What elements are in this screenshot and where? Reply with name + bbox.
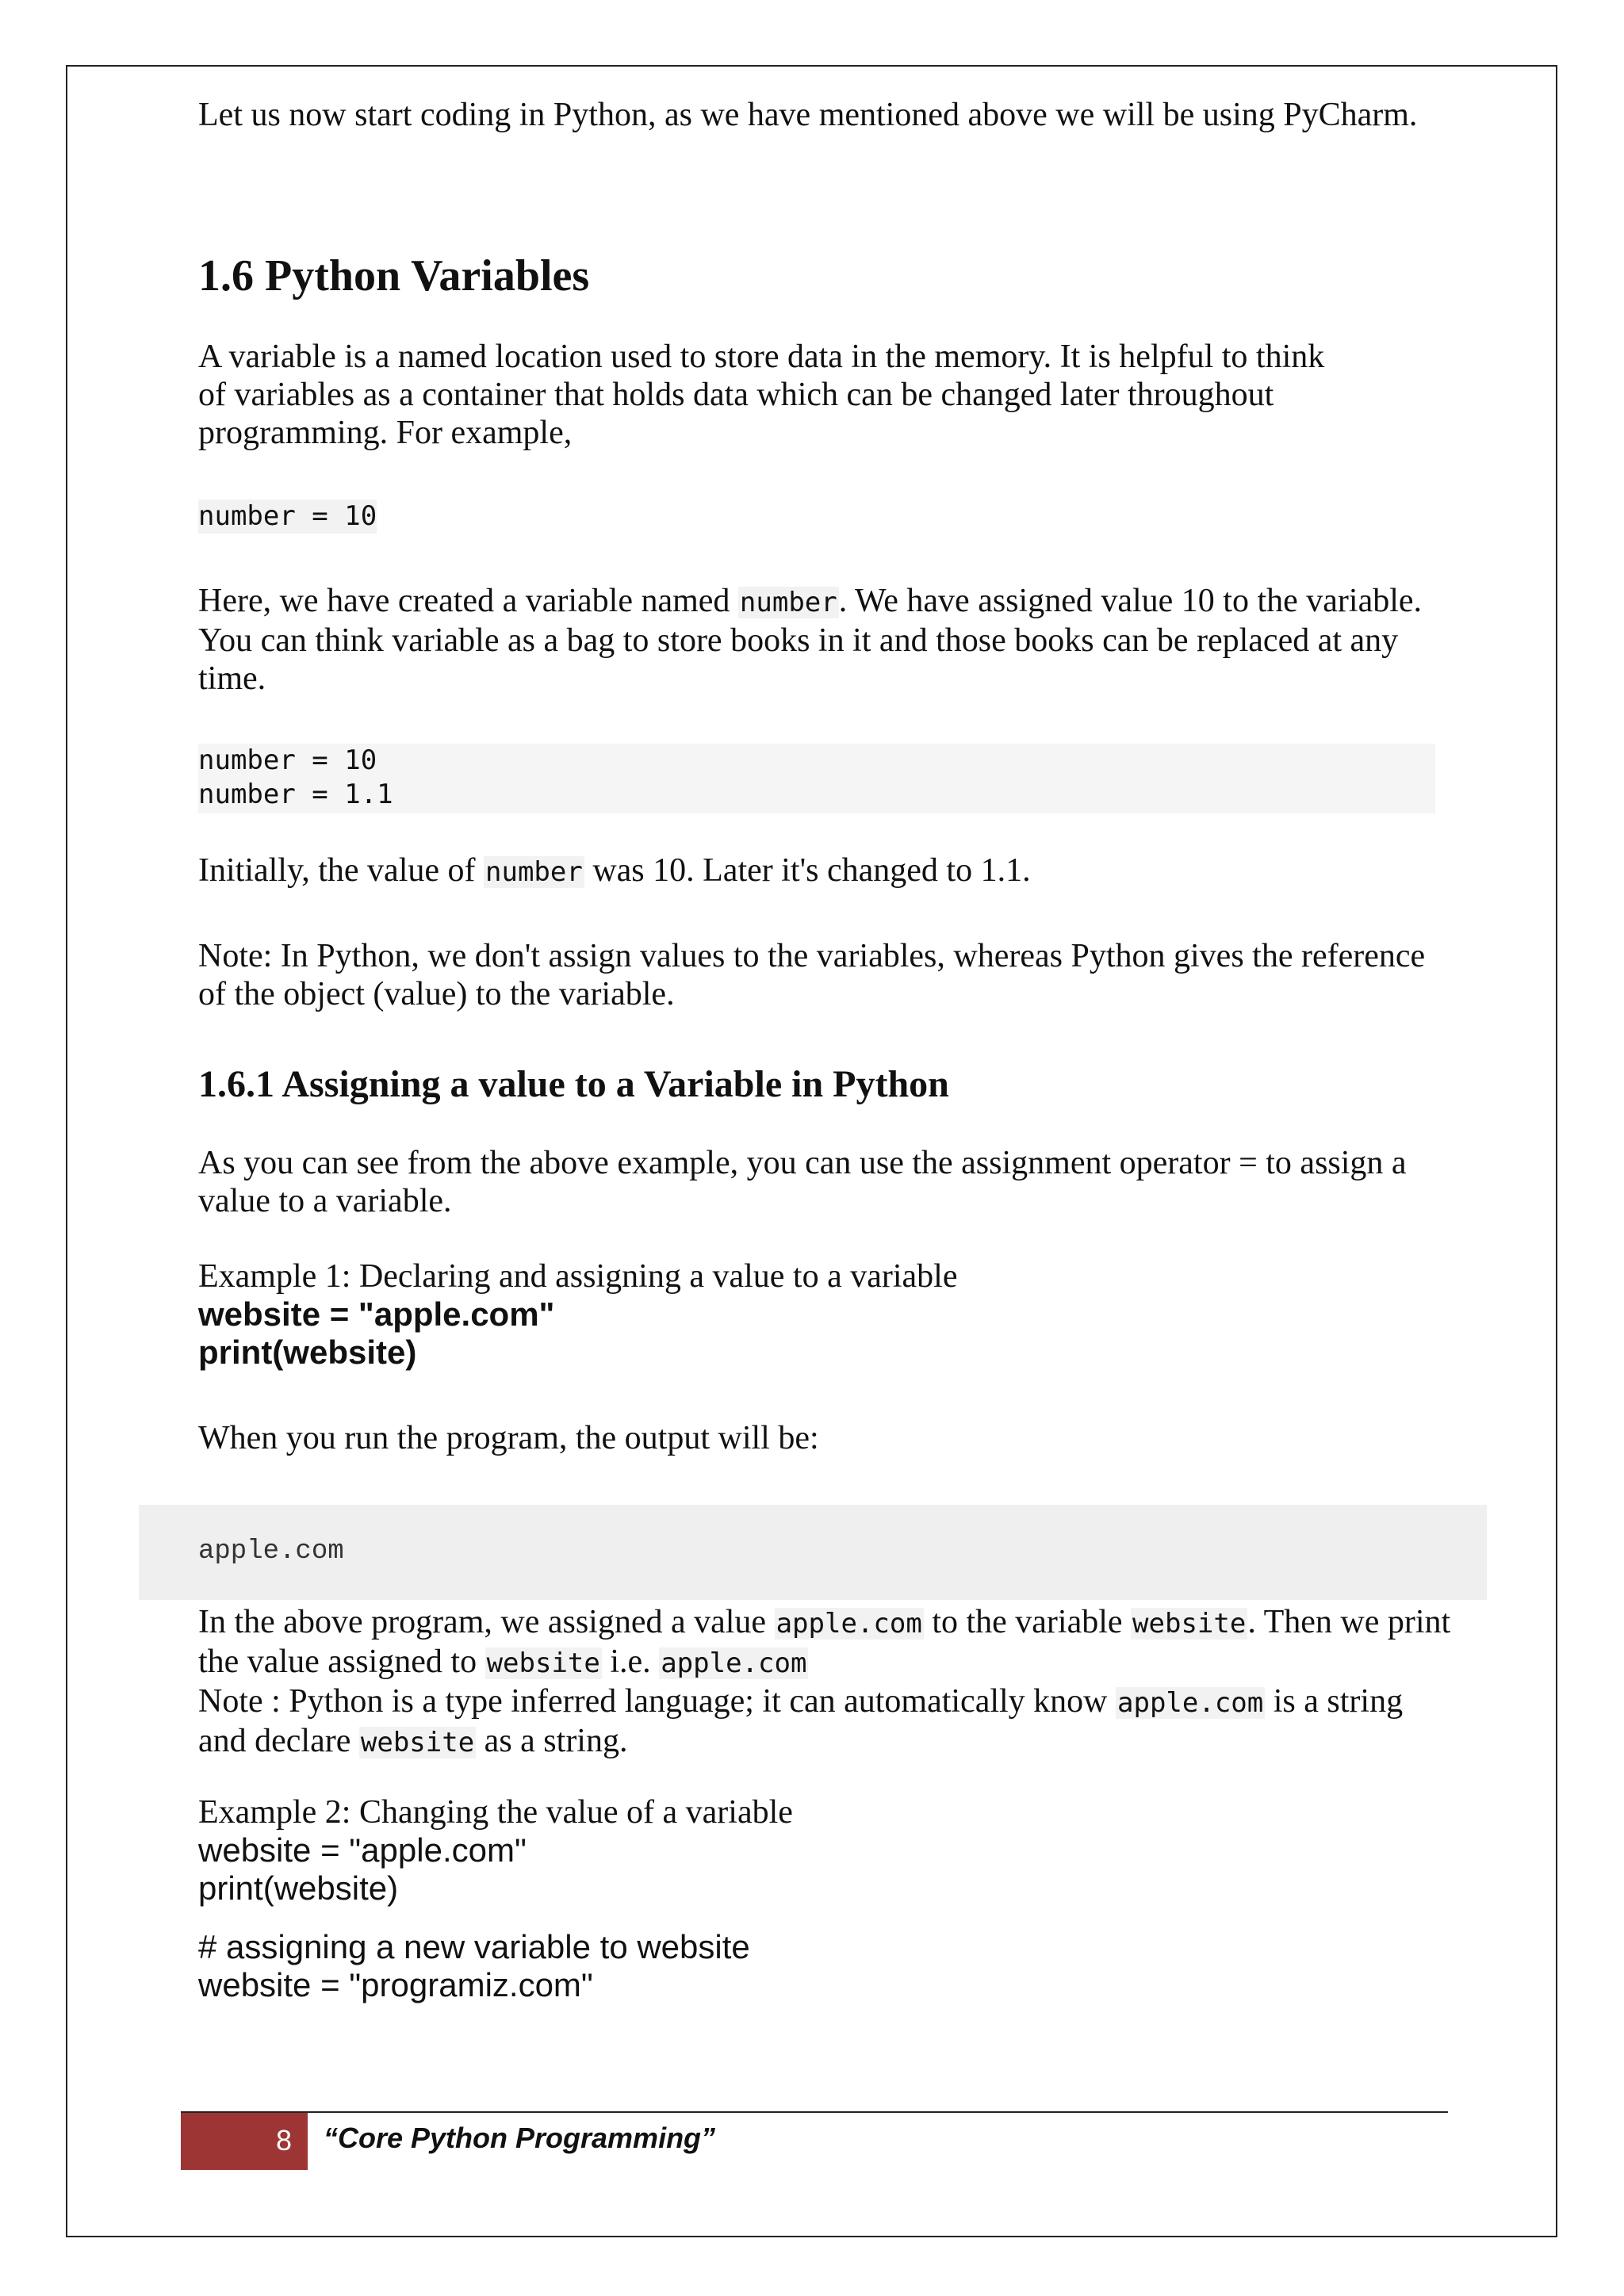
text-line: time. [198,660,266,697]
program-output: apple.com [198,1536,344,1567]
inline-code: apple.com [776,1608,922,1640]
footer-divider [181,2111,1448,2113]
initial-value-paragraph: Initially, the value of number was 10. Later it's changed to 1.1. [198,852,1031,889]
code-line: print(website) [198,1334,417,1371]
text-line: and declare website as a string. [198,1723,628,1759]
inline-code: apple.com [661,1647,807,1679]
text-line: of variables as a container that holds data which can be changed later throughout [198,377,1274,413]
footer-book-title: “Core Python Programming” [324,2122,716,2154]
text-line: You can think variable as a bag to store books in it and those books can be replaced at any [198,622,1399,659]
output-explanation-paragraph [198,1603,1467,1762]
code-comment: # assigning a new variable to website [198,1928,750,1965]
text-line: Note : Python is a type inferred language; it can automatically know apple.com is a string [198,1683,1404,1720]
text-line: Here, we have created a variable named number. We have assigned value 10 to the variable. [198,583,1423,619]
variable-explanation-paragraph [198,582,1467,698]
example-2 [198,1793,793,2004]
text-line: As you can see from the above example, you can use the assignment operator = to assign a [198,1145,1407,1181]
subsection-heading: 1.6.1 Assigning a value to a Variable in Python [198,1063,949,1105]
note-paragraph [198,937,1467,1013]
footer-page-box [181,2113,308,2170]
text-line: of the object (value) to the variable. [198,976,675,1012]
inline-code: number [485,856,583,888]
variables-definition-paragraph [198,338,1324,452]
code-line: website = "apple.com" [198,1295,555,1333]
assignment-paragraph [198,1144,1467,1220]
page-number: 8 [275,2124,292,2156]
section-heading: 1.6 Python Variables [198,251,590,300]
text-line: A variable is a named location used to store data in the memory. It is helpful to think [198,339,1325,375]
inline-code: number [739,587,837,618]
code-line: print(website) [198,1869,399,1907]
code-line: number = 10 [198,500,377,532]
code-line: website = "apple.com" [198,1831,527,1869]
example-title: Example 1: Declaring and assigning a value to a variable [198,1258,958,1295]
code-line: number = 1.1 [198,779,393,810]
text-line: the value assigned to website i.e. apple.com [198,1644,807,1680]
text-line: Note: In Python, we don't assign values to the variables, whereas Python gives the reference [198,938,1426,974]
code-snippet-1 [198,499,377,534]
code-snippet-2 [198,744,1435,813]
example-title: Example 2: Changing the value of a variable [198,1794,793,1831]
program-output-block [139,1505,1487,1600]
intro-paragraph: Let us now start coding in Python, as we have mentioned above we will be using PyCharm. [198,97,1418,133]
text-line: value to a variable. [198,1183,452,1219]
code-line: number = 10 [198,744,377,776]
inline-code: website [486,1647,600,1679]
inline-code: website [1132,1608,1247,1640]
text-line: programming. For example, [198,415,573,451]
run-output-intro: When you run the program, the output will be: [198,1420,819,1456]
inline-code: apple.com [1117,1687,1264,1719]
code-line: website = "programiz.com" [198,1966,593,2003]
inline-code: website [360,1727,475,1758]
example-1 [198,1257,958,1372]
text-line: In the above program, we assigned a value apple.com to the variable website. Then we print [198,1604,1451,1640]
